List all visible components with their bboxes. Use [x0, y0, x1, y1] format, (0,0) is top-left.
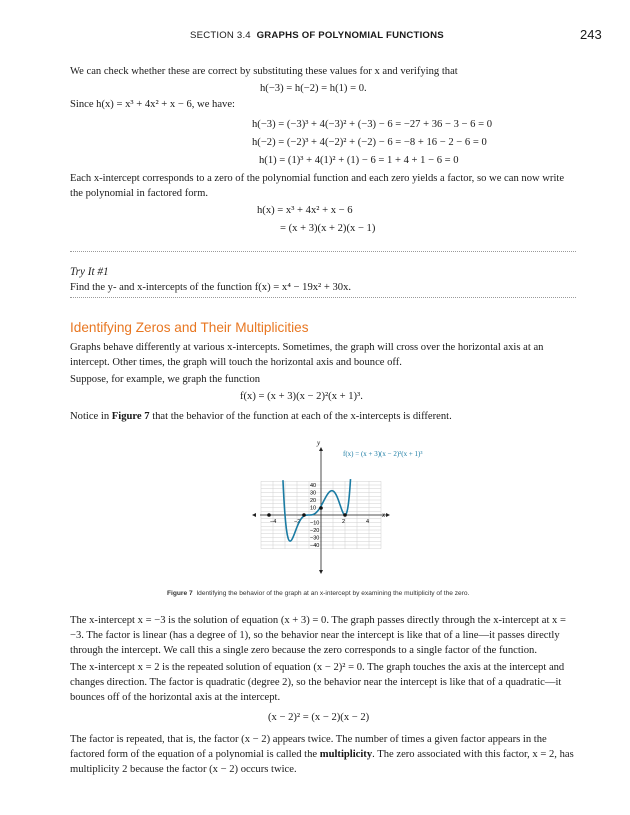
- running-header: [0, 28, 630, 44]
- check-row-1: h(−3) = (−3)³ + 4(−3)² + (−3) − 6 = −27 + 36 − 3 − 6 = 0: [252, 119, 493, 130]
- tryit-bottom-divider: [70, 297, 576, 298]
- x-tick-label: −2: [294, 519, 301, 525]
- figure-reference: Figure 7: [111, 411, 150, 422]
- y-tick-label: 10: [310, 505, 317, 512]
- page-number: 243: [580, 27, 602, 42]
- zero-equation: h(−3) = h(−2) = h(1) = 0.: [260, 83, 367, 94]
- multiplicity-term: multiplicity: [319, 749, 373, 761]
- factored-line-2: = (x + 3)(x + 2)(x − 1): [280, 223, 376, 234]
- check-row-3: h(1) = (1)³ + 4(1)² + (1) − 6 = 1 + 4 + 1 − 6 = 0: [259, 155, 459, 166]
- graph-axes: [252, 447, 390, 574]
- x-tick-label: 2: [342, 519, 346, 525]
- y-tick-label: −40: [310, 543, 320, 549]
- y-tick-labels: [310, 483, 319, 549]
- intercept-point: [267, 513, 271, 517]
- since-line: Since h(x) = x³ + 4x² + x − 6, we have:: [70, 99, 235, 110]
- function-equation: f(x) = (x + 3)(x − 2)²(x + 1)³.: [240, 391, 363, 402]
- intro-line: We can check whether these are correct by substituting these values for x and verifying that: [70, 66, 458, 77]
- figure-caption: Figure 7 Identifying the behavior of the graph at an x-intercept by examining the multiplicity of the zero.: [167, 590, 470, 597]
- factor-paragraph: Each x-intercept corresponds to a zero of the polynomial function and each zero yields a factor, so we can now write the polynomial in factored form.: [70, 173, 565, 200]
- y-tick-label: −20: [310, 528, 320, 534]
- try-it-label: Try It #1: [70, 266, 109, 278]
- intercept-point: [319, 506, 323, 510]
- tryit-top-divider: [70, 251, 576, 252]
- multiplicity-paragraph: The factor is repeated, that is, the factor (x − 2) appears twice. The number of times a given factor appears in the factored form of the equation of a polynomial is called the multiplicity. The zero associated with this factor, x = 2, has multiplicity 2 because the factor (x − 2) occurs twice.: [70, 734, 574, 776]
- check-row-2: h(−2) = (−2)³ + 4(−2)² + (−2) − 6 = −8 + 16 − 2 − 6 = 0: [252, 137, 487, 148]
- x-tick-label: −4: [270, 519, 277, 525]
- y-tick-label: 30: [310, 490, 317, 497]
- behavior-paragraph: Graphs behave differently at various x-intercepts. Sometimes, the graph will cross over the horizontal axis at an intercept. Other times, the graph will touch the horizontal axis and bounce off.: [70, 342, 544, 369]
- single-zero-paragraph: The x-intercept x = −3 is the solution of equation (x + 3) = 0. The graph passes directly through the x-intercept at x = −3. The factor is linear (has a degree of 1), so the behavior near the intercept is like that of a line—it passes directly through the intercept. We call this a single zero because the zero corresponds to a single factor of the function.: [70, 615, 566, 657]
- y-tick-label: −30: [310, 535, 320, 542]
- section-heading: Identifying Zeros and Their Multiplicities: [70, 320, 309, 335]
- factored-line-1: h(x) = x³ + 4x² + x − 6: [257, 205, 353, 216]
- y-axis-label: y: [317, 439, 321, 447]
- figure-7-graph: [248, 437, 423, 577]
- function-legend: f(x) = (x + 3)(x − 2)²(x + 1)³: [343, 450, 423, 458]
- y-tick-label: 40: [310, 483, 317, 489]
- x-tick-label: 4: [366, 519, 370, 525]
- suppose-line: Suppose, for example, we graph the function: [70, 374, 261, 385]
- y-tick-label: −10: [310, 520, 320, 527]
- square-expansion: (x − 2)² = (x − 2)(x − 2): [268, 712, 370, 723]
- intercept-point: [343, 513, 347, 517]
- repeated-zero-paragraph: The x-intercept x = 2 is the repeated solution of equation (x − 2)² = 0. The graph touches the axis at the intercept and changes direction. The factor is quadratic (degree 2), so the behavior near the intercept is like that of a quadratic—it bounces off of the horizontal axis at the intercept.: [70, 662, 565, 704]
- x-axis-label: x: [382, 511, 386, 519]
- try-it-text: Find the y- and x-intercepts of the function f(x) = x⁴ − 19x² + 30x.: [70, 282, 352, 293]
- section-label: SECTION 3.4 GRAPHS OF POLYNOMIAL FUNCTIONS: [190, 30, 444, 41]
- notice-line: Notice in Figure 7 that the behavior of the function at each of the x-intercepts is different.: [70, 411, 452, 422]
- y-tick-label: 20: [310, 498, 317, 504]
- intercept-point: [302, 513, 306, 517]
